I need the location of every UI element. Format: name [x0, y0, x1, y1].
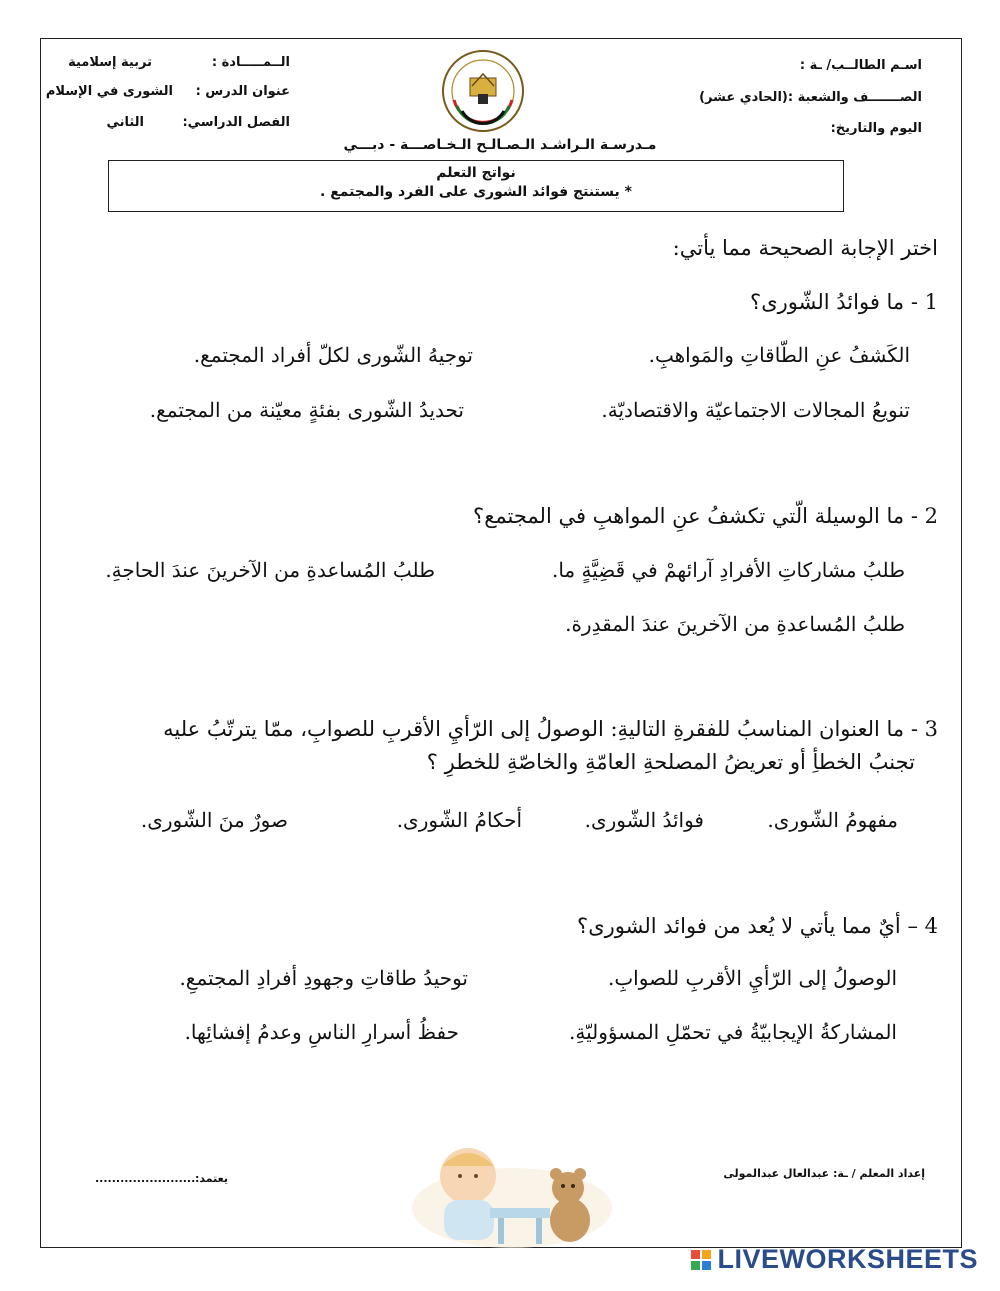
liveworksheets-brand: [691, 1244, 978, 1275]
question-4-text: 4 – أيٌ مما يأتي لا يُعد من فوائد الشورى؟: [577, 914, 938, 938]
learning-outcomes-box: [108, 160, 844, 212]
question-2-text: 2 - ما الوسيلة الّتي تكشفُ عنِ المواهبِ في المجتمع؟: [473, 504, 938, 528]
grade-section-label: الصـــــــف والشعبة :(الحادي عشر): [699, 90, 922, 105]
q4-option-1[interactable]: الوصولُ إلى الرّأيِ الأقربِ للصوابِ.: [608, 966, 897, 990]
q2-option-1[interactable]: طلبُ مشاركاتِ الأفرادِ آرائهمْ في قَضِيَّةٍ ما.: [551, 558, 905, 582]
student-name-label: اسـم الطالــب/ ـة :: [799, 58, 922, 73]
q1-option-1[interactable]: الكَشفُ عنِ الطّاقاتِ والمَواهبِ.: [648, 343, 910, 367]
q4-option-2[interactable]: توحيدُ طاقاتِ وجهودِ أفرادِ المجتمعِ.: [179, 966, 468, 990]
lesson-value: الشورى في الإسلام: [45, 84, 173, 99]
school-name: مـدرسـة الـراشـد الـصـالـح الـخـاصـــة - دبـــي: [343, 137, 657, 153]
school-logo-icon: [440, 48, 526, 134]
learning-outcomes-title: نواتج التعلم: [436, 165, 516, 181]
q3-option-2[interactable]: فوائدُ الشّورى.: [584, 808, 704, 832]
term-label: الفصل الدراسي:: [182, 115, 290, 130]
question-3-text-line-1: 3 - ما العنوان المناسبُ للفقرةِ التاليةِ: الوصولُ إلى الرّأيِ الأقربِ للصوابِ، ممّا يترتّبُ عليه: [163, 717, 938, 741]
approve-blank-line: ........................: [95, 1172, 196, 1185]
approve-label: يعتمد:: [195, 1172, 228, 1185]
q4-option-4[interactable]: حفظُ أسرارِ الناسِ وعدمُ إفشائِها.: [184, 1020, 459, 1044]
instruction-text: اختر الإجابة الصحيحة مما يأتي:: [672, 236, 938, 260]
liveworksheets-brand-name: LIVEWORKSHEETS: [717, 1244, 978, 1274]
q3-option-3[interactable]: أحكامُ الشّورى.: [396, 808, 522, 832]
q3-option-4[interactable]: صورٌ منَ الشّورى.: [140, 808, 288, 832]
q3-option-1[interactable]: مفهومُ الشّورى.: [767, 808, 898, 832]
subject-value: تربية إسلامية: [68, 55, 152, 70]
term-value: الثاني: [106, 115, 144, 130]
learning-outcomes-text: * يستنتج فوائد الشورى على الفرد والمجتمع .: [320, 184, 632, 200]
q2-option-3[interactable]: طلبُ المُساعدةِ من الآخرينَ عندَ المقدِرة.: [565, 612, 905, 636]
q1-option-3[interactable]: تنويعُ المجالات الاجتماعيّة والاقتصاديّة.: [601, 398, 910, 422]
lesson-label: عنوان الدرس :: [195, 84, 290, 99]
day-date-label: اليوم والتاريخ:: [830, 121, 922, 136]
q1-option-4[interactable]: تحديدُ الشّورى بفئةٍ معيّنة من المجتمع.: [149, 398, 464, 422]
liveworksheets-logo-icon: [691, 1250, 711, 1270]
question-3-text-line-2: تجنبُ الخطأِ أو تعريضُ المصلحةِ العامّةِ والخاصّةِ للخطرِ ؟: [426, 750, 915, 774]
question-1-text: 1 - ما فوائدُ الشّورى؟: [750, 290, 938, 314]
q1-option-2[interactable]: توجيهُ الشّورى لكلّ أفراد المجتمع.: [193, 343, 473, 367]
q4-option-3[interactable]: المشاركةُ الإيجابيّةُ في تحمّلِ المسؤوليّةِ.: [568, 1020, 897, 1044]
teacher-credit: إعداد المعلم / ـة: عبدالعال عبدالمولى: [723, 1167, 925, 1180]
child-teddy-bear-illustration-icon: [410, 1138, 615, 1248]
q2-option-2[interactable]: طلبُ المُساعدةِ من الآخرينَ عندَ الحاجةِ.: [105, 558, 435, 582]
page-border: [40, 38, 962, 1248]
subject-label: الــمـــــادة :: [211, 55, 290, 70]
